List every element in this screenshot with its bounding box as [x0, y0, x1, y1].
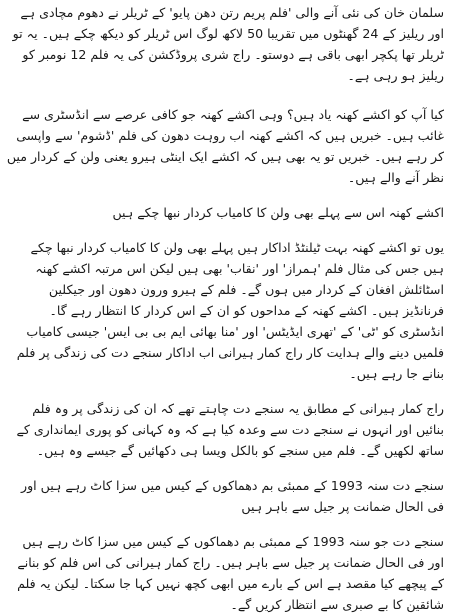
paragraph-hirani-biopic: راج کمار ہیرانی کے مطابق یہ سنجے دت چاہتے تھے کہ ان کی زندگی پر وہ فلم بنائیں اور انہوں نے سنجے دت سے وعدہ کیا ہے کہ وہ کہانی کو پوری ایمانداری کے ساتھ لکھیں گے۔ فلم میں سنجے کو بالکل ویسا ہی دکھائیں گے جیسے وہ ہیں۔ — [16, 401, 444, 458]
paragraph-salman-trailer: سلمان خان کی نئی آنے والی 'فلم پریم رتن دھن پایو' کے ٹریلر نے دھوم مچادی ہے اور ریلیز کے 24 گھنٹوں میں تقریبا 50 لاکھ لوگ اس ٹریلر کو دیکھ چکے ہیں۔ یہ تو ٹریلر تھا پکچر ابھی باقی ہے دوستو۔ راج شری پروڈکشن کی یہ فلم 12 نومبر کو ریلیز ہو رہی ہے۔ — [12, 5, 444, 83]
paragraph-sanjay-dutt: سنجے دت جو سنہ 1993 کے ممبئی بم دھماکوں کے کیس میں سزا کاٹ رہے ہیں اور فی الحال ضمانت پر جیل سے باہر ہیں۔ راج کمار ہیرانی کی اس فلم کو بنانے کے پیچھے کیا مقصد ہے اس کے بارے میں ابھی کچھ نہیں کہا جا سکتا۔ لیکن یہ فلم شائقین کا بے صبری سے انتظار کریں گے۔ — [17, 534, 444, 612]
paragraph-akshaye-return: کیا آپ کو اکشے کھنہ یاد ہیں؟ وہی اکشے کھنہ جو کافی عرصے سے انڈسٹری سے غائب ہیں۔ خبریں ہیں کہ اکشے کھنہ اب روہت دھون کی فلم 'ڈشوم' سے واپسی کر رہے ہیں۔ خبریں تو یہ بھی ہیں کہ اکشے ایک اینٹی ہیرو یعنی ولن کے کردار میں نظر آنے والے ہیں۔ — [6, 107, 444, 185]
subheading-akshaye-villain: اکشے کھنہ اس سے پہلے بھی ولن کا کامیاب کردار نبھا چکے ہیں — [112, 205, 444, 220]
paragraph-akshaye-roles: یوں تو اکشے کھنہ بہت ٹیلنٹڈ اداکار ہیں پہلے بھی ولن کا کامیاب کردار نبھا چکے ہیں جس کی مثال فلم 'ہمراز' اور 'نقاب' بھی ہیں لیکن اس مرتبہ اکشے کھنہ اسٹائلش افغان کے کردار میں ہوں گے۔ فلم کے ہیرو ورون دھون اور جیکلین فرنانڈیز ہیں۔ اکشے کھنہ کے مداحوں کو ان کے اس کردار کا انتظار رہے گا۔ انڈسٹری کو 'ٹی' کے 'تھری ایڈیٹس' اور 'منا بھائی ایم بی بی ایس' جیسی کامیاب فلمیں دینے والے ہدایت کار راج کمار ہیرانی اب اداکار سنجے دت کی زندگی پر فلم بنانے جا رہے ہیں۔ — [16, 240, 444, 381]
subheading-sanjay-dutt: سنجے دت سنہ 1993 کے ممبئی بم دھماکوں کے کیس میں سزا کاٹ رہے ہیں اور فی الحال ضمانت پر جیل سے باہر ہیں — [21, 478, 444, 514]
